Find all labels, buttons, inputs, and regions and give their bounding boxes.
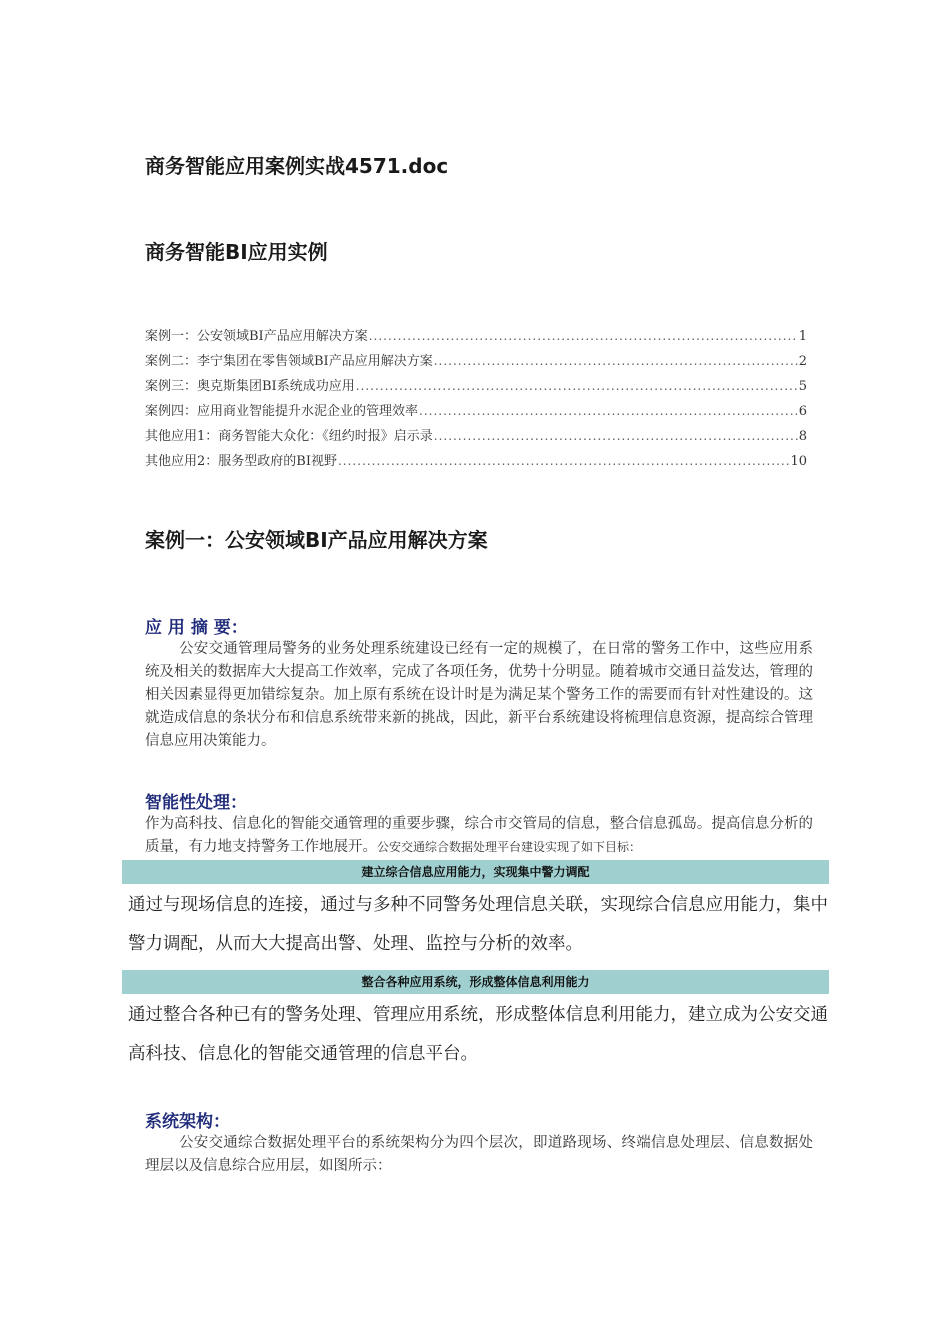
toc-leader xyxy=(434,354,798,368)
toc-item[interactable] xyxy=(145,400,807,425)
toc-item[interactable] xyxy=(145,375,807,400)
toc-item[interactable] xyxy=(145,450,807,475)
document-title: 商务智能应用案例实战4571.doc xyxy=(145,154,449,178)
goal1-banner: 建立综合信息应用能力，实现集中警力调配 xyxy=(122,860,829,884)
toc-item-page: 6 xyxy=(798,404,807,419)
toc-item-title[interactable]: 案例三：奥克斯集团BI系统成功应用 xyxy=(145,379,355,394)
toc-item[interactable] xyxy=(145,325,807,350)
toc-leader xyxy=(419,404,798,418)
toc-item-page: 1 xyxy=(798,329,807,344)
goal2-paragraph: 通过整合各种已有的警务处理、管理应用系统，形成整体信息利用能力，建立成为公安交通高科技、信息化的智能交通管理的信息平台。 xyxy=(128,1005,828,1064)
smart-processing-text: 作为高科技、信息化的智能交通管理的重要步骤，综合市交管局的信息，整合信息孤岛。提高信息分析的质量，有力地支持警务工作地展开。 xyxy=(145,816,813,855)
toc-item-title[interactable]: 其他应用1：商务智能大众化：《纽约时报》启示录 xyxy=(145,429,433,444)
toc-item-page: 2 xyxy=(798,354,807,369)
toc-item-page: 8 xyxy=(798,429,807,444)
smart-processing-paragraph xyxy=(145,813,813,859)
toc-leader xyxy=(434,429,798,443)
architecture-label: 系统架构： xyxy=(145,1112,230,1132)
architecture-paragraph: 公安交通综合数据处理平台的系统架构分为四个层次，即道路现场、终端信息处理层、信息数据处理层以及信息综合应用层，如图所示： xyxy=(145,1135,813,1174)
toc-item[interactable] xyxy=(145,350,807,375)
toc-item-title[interactable]: 其他应用2：服务型政府的BI视野 xyxy=(145,454,337,469)
table-of-contents xyxy=(145,325,807,475)
goal1-paragraph: 通过与现场信息的连接，通过与多种不同警务处理信息关联，实现综合信息应用能力，集中警力调配，从而大大提高出警、处理、监控与分析的效率。 xyxy=(128,895,828,954)
toc-item-page: 10 xyxy=(790,454,807,469)
case1-heading: 案例一：公安领域BI产品应用解决方案 xyxy=(145,528,488,552)
main-title: 商务智能BI应用实例 xyxy=(145,240,328,264)
toc-leader xyxy=(338,454,789,468)
toc-item-title[interactable]: 案例二：李宁集团在零售领域BI产品应用解决方案 xyxy=(145,354,433,369)
summary-label: 应 用 摘 要： xyxy=(145,618,248,638)
toc-item[interactable] xyxy=(145,425,807,450)
toc-item-title[interactable]: 案例四：应用商业智能提升水泥企业的管理效率 xyxy=(145,404,419,419)
goal2-banner: 整合各种应用系统，形成整体信息利用能力 xyxy=(122,970,829,994)
toc-item-title[interactable]: 案例一：公安领域BI产品应用解决方案 xyxy=(145,329,368,344)
smart-processing-label: 智能性处理： xyxy=(145,793,247,813)
summary-paragraph: 公安交通管理局警务的业务处理系统建设已经有一定的规模了，在日常的警务工作中，这些应用系统及相关的数据库大大提高工作效率，完成了各项任务，优势十分明显。随着城市交通日益发达，管理的相关因素显得更加错综复杂。加上原有系统在设计时是为满足某个警务工作的需要而有针对性建设的。这就造成信息的条状分布和信息系统带来新的挑战，因此，新平台系统建设将梳理信息资源，提高综合管理信息应用决策能力。 xyxy=(145,641,813,749)
smart-processing-note: 公安交通综合数据处理平台建设实现了如下目标： xyxy=(377,840,642,854)
toc-leader xyxy=(356,379,798,393)
toc-leader xyxy=(369,329,798,343)
toc-item-page: 5 xyxy=(798,379,807,394)
